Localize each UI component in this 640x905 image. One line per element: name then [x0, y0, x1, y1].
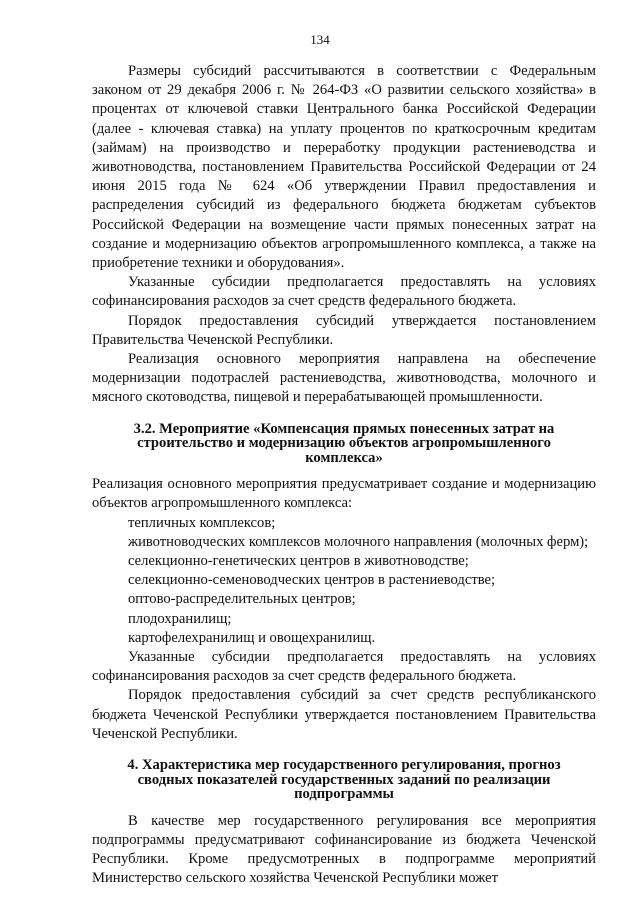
- section-3-2-heading: 3.2. Мероприятие «Компенсация прямых понесенных затрат на строительство и модернизацию объектов агропромышленного комплекса»: [133, 420, 555, 466]
- section-3-2-paragraph-2: Порядок предоставления субсидий за счет средств республиканского бюджета Чеченской Республики утверждается постановлением Правительства Чеченской Республики.: [92, 687, 596, 742]
- intro-paragraph-1: Размеры субсидий рассчитываются в соответствии с Федеральным законом от 29 декабря 2006 г. № 264-ФЗ «О развитии сельского хозяйства» в процентах от ключевой ставки Центрального банка Российской Федерации (далее - ключевая ставка) на уплату процентов по краткосрочным кредитам (займам) на производство и переработку продукции растениеводства и животноводства, постановлением Правительства Российской Федерации от 24 июня 2015 года № 624 «Об утверждении Правил предоставления и распределения субсидий из федерального бюджета бюджетам субъектов Российской Федерации на возмещение части прямых понесенных затрат на создание и модернизацию объектов агропромышленного комплекса, а также на приобретение техники и оборудования».: [92, 63, 596, 272]
- list-item-dairy-complexes: животноводческих комплексов молочного направления (молочных ферм);: [128, 533, 589, 550]
- document-body: [92, 62, 596, 888]
- list-item-distribution-centers: оптово-распределительных центров;: [128, 591, 356, 608]
- list-item-genetic-centers: селекционно-генетических центров в животноводстве;: [128, 552, 469, 569]
- section-4-paragraph-1: В качестве мер государственного регулирования все мероприятия подпрограммы предусматривают софинансирование из бюджета Чеченской Республики. Кроме предусмотренных в подпрограмме мероприятий Министерство сельского хозяйства Чеченской Республики может: [92, 812, 596, 887]
- section-3-2-lead: Реализация основного мероприятия предусматривает создание и модернизацию объектов агропромышленного комплекса:: [92, 476, 596, 512]
- list-item-greenhouses: тепличных комплексов;: [128, 514, 276, 531]
- list-item-fruit-storage: плодохранилищ;: [128, 610, 232, 627]
- section-4-heading: 4. Характеристика мер государственного регулирования, прогноз сводных показателей государственных заданий по реализации подпрограммы: [127, 757, 561, 802]
- intro-paragraph-3: Порядок предоставления субсидий утверждается постановлением Правительства Чеченской Республики.: [92, 312, 596, 348]
- page-number: 134: [310, 32, 330, 47]
- list-item-seed-centers: селекционно-семеноводческих центров в растениеводстве;: [128, 572, 496, 589]
- intro-paragraph-4: Реализация основного мероприятия направлена на обеспечение модернизации подотраслей растениеводства, животноводства, молочного и мясного скотоводства, пищевой и перерабатывающей промышленности.: [92, 351, 596, 406]
- list-item-potato-vegetable-storage: картофелехранилищ и овощехранилищ.: [128, 629, 376, 646]
- section-3-2-paragraph-1: Указанные субсидии предполагается предоставлять на условиях софинансирования расходов за счет средств федерального бюджета.: [92, 648, 596, 685]
- intro-paragraph-2: Указанные субсидии предполагается предоставлять на условиях софинансирования расходов за счет средств федерального бюджета.: [92, 274, 596, 310]
